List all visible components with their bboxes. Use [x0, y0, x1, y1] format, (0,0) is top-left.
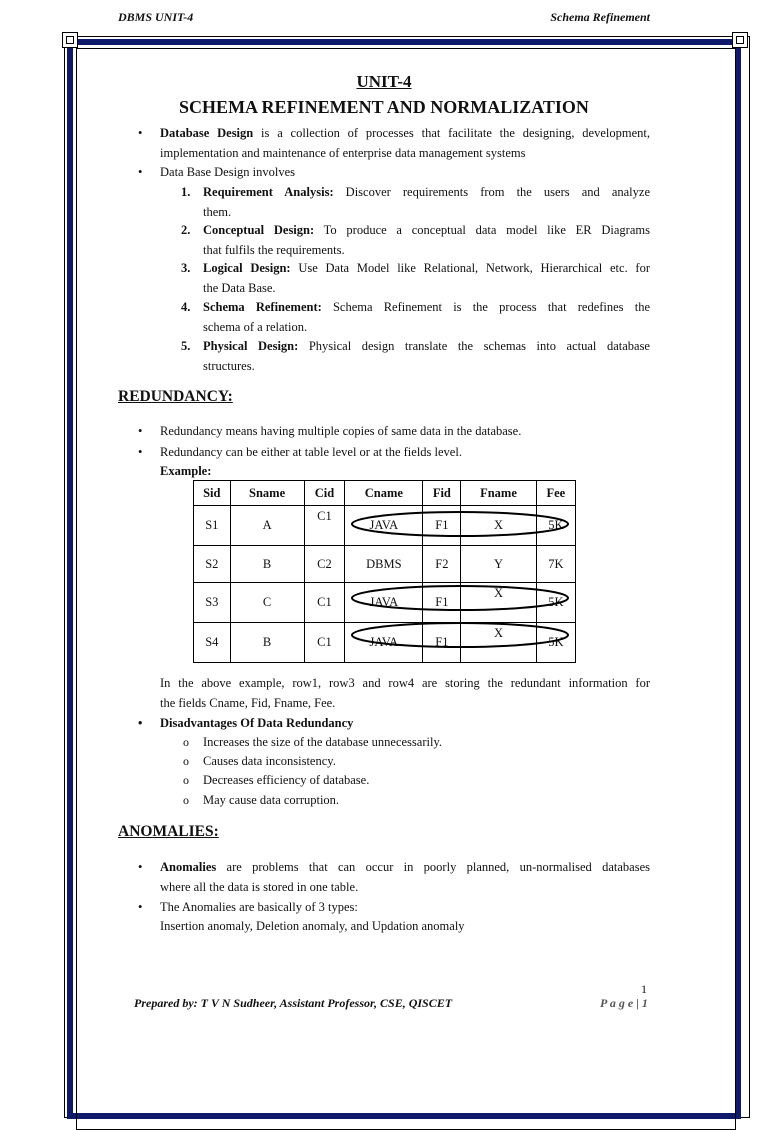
col-header-fee: Fee — [536, 481, 575, 506]
table-cell: 5K — [536, 583, 575, 623]
redundancy-oval-row4 — [352, 623, 568, 647]
table-cell: 5K — [536, 623, 575, 663]
step-number: 4. — [181, 300, 191, 314]
bullet-text-cont: where all the data is stored in one table. — [160, 879, 359, 894]
step-text-cont: the Data Base. — [203, 280, 276, 295]
bullet-text: are problems that can occur in poorly planned, un-normalised databases — [216, 860, 650, 874]
table-cell: X — [461, 623, 536, 663]
circle-bullet-icon: o — [183, 735, 189, 749]
circle-bullet-icon: o — [183, 773, 189, 787]
step-text: Schema Refinement is the process that redefines the — [321, 300, 650, 314]
table-cell: F2 — [423, 546, 461, 583]
bullet-text: is a collection of processes that facilitate the designing, development, — [253, 126, 650, 140]
step-text: To produce a conceptual data model like ER Diagrams — [314, 223, 650, 237]
redundancy-oval-row3 — [352, 586, 568, 610]
table-cell: DBMS — [345, 546, 423, 583]
table-cell: F1 — [423, 583, 461, 623]
disadvantage-item — [183, 752, 336, 772]
step-text-cont: them. — [203, 204, 232, 219]
step-number: 5. — [181, 339, 191, 353]
table-cell: F1 — [423, 623, 461, 663]
disadvantage-text: Decreases efficiency of database. — [203, 773, 370, 787]
step-number: 2. — [181, 223, 191, 237]
step-text: Use Data Model like Relational, Network, Hierarchical etc. for — [290, 261, 650, 275]
table-cell: A — [230, 506, 304, 546]
col-header-fname: Fname — [461, 481, 536, 506]
term-database-design: Database Design — [160, 126, 254, 140]
bullet-anomalies-def — [160, 858, 650, 897]
disadvantage-text: Increases the size of the database unnecessarily. — [203, 735, 443, 749]
term-anomalies: Anomalies — [160, 860, 217, 874]
table-cell: 5K — [536, 506, 575, 546]
running-header-left: DBMS UNIT-4 — [118, 10, 194, 24]
table-cell: JAVA — [345, 583, 423, 623]
footer-prepared-by: Prepared by: T V N Sudheer, Assistant Professor, CSE, QISCET — [134, 996, 453, 1010]
table-cell: X — [461, 506, 536, 546]
bullet-disadvantages: • Disadvantages Of Data Redundancy — [160, 714, 353, 734]
col-header-sname: Sname — [230, 481, 304, 506]
table-cell: C1 — [304, 506, 345, 546]
step-text: Physical design translate the schemas into actual database — [298, 339, 650, 353]
example-label: Example: — [160, 464, 212, 478]
unit-title: UNIT-4 — [356, 72, 412, 91]
table-cell: S4 — [194, 623, 231, 663]
table-cell: B — [230, 623, 304, 663]
col-header-cname: Cname — [345, 481, 423, 506]
step-label: Physical Design: — [203, 339, 299, 353]
page-number: 1 — [641, 982, 647, 996]
step-text-cont: structures. — [203, 358, 255, 373]
section-heading-anomalies: ANOMALIES: — [118, 823, 219, 840]
redundancy-oval-row1 — [352, 512, 568, 536]
step-text: Discover requirements from the users and analyze — [333, 185, 650, 199]
bullet-redundancy-levels: • Redundancy can be either at table level or at the fields level. — [160, 443, 462, 463]
table-cell: S1 — [194, 506, 231, 546]
step-label: Schema Refinement: — [203, 300, 322, 314]
table-cell: C2 — [304, 546, 345, 583]
disadvantage-item — [183, 771, 370, 791]
disadvantage-text: Causes data inconsistency. — [203, 754, 336, 768]
footer-page-label: P a g e | 1 — [600, 996, 648, 1010]
bullet-text-cont: implementation and maintenance of enterprise data management systems — [160, 145, 526, 160]
col-header-cid: Cid — [304, 481, 345, 506]
table-cell: Y — [461, 546, 536, 583]
table-cell: F1 — [423, 506, 461, 546]
table-cell: 7K — [536, 546, 575, 583]
bullet-design-involves: • Data Base Design involves — [160, 163, 295, 183]
table-cell: JAVA — [345, 623, 423, 663]
col-header-fid: Fid — [423, 481, 461, 506]
table-cell: X — [461, 583, 536, 623]
table-cell: B — [230, 546, 304, 583]
disadvantage-item — [183, 733, 443, 753]
running-header-right: Schema Refinement — [550, 10, 650, 24]
disadvantage-item — [183, 791, 340, 811]
section-heading-redundancy: REDUNDANCY: — [118, 388, 233, 405]
step-label: Requirement Analysis: — [203, 185, 334, 199]
step-label: Conceptual Design: — [203, 223, 315, 237]
bullet-anomaly-types: • The Anomalies are basically of 3 types: — [160, 898, 358, 918]
circle-bullet-icon: o — [183, 754, 189, 768]
table-cell: C — [230, 583, 304, 623]
step-text-cont: schema of a relation. — [203, 319, 308, 334]
circle-bullet-icon: o — [183, 793, 189, 807]
step-number: 1. — [181, 185, 191, 199]
table-cell: S2 — [194, 546, 231, 583]
table-cell: S3 — [194, 583, 231, 623]
step-text-cont: that fulfils the requirements. — [203, 242, 345, 257]
bullet-redundancy-def: • Redundancy means having multiple copies of same data in the database. — [160, 422, 521, 442]
disadvantage-text: May cause data corruption. — [203, 793, 340, 807]
explanation-text: In the above example, row1, row3 and row4 are storing the redundant information for — [160, 676, 650, 690]
step-label: Logical Design: — [203, 261, 291, 275]
table-cell: JAVA — [345, 506, 423, 546]
table-cell: C1 — [304, 623, 345, 663]
page-title: SCHEMA REFINEMENT AND NORMALIZATION — [179, 97, 589, 117]
example-explanation — [160, 674, 650, 713]
col-header-sid: Sid — [194, 481, 231, 506]
step-number: 3. — [181, 261, 191, 275]
explanation-text-cont: the fields Cname, Fid, Fname, Fee. — [160, 695, 336, 710]
table-cell: C1 — [304, 583, 345, 623]
anomaly-types-list: Insertion anomaly, Deletion anomaly, and Updation anomaly — [160, 919, 465, 933]
